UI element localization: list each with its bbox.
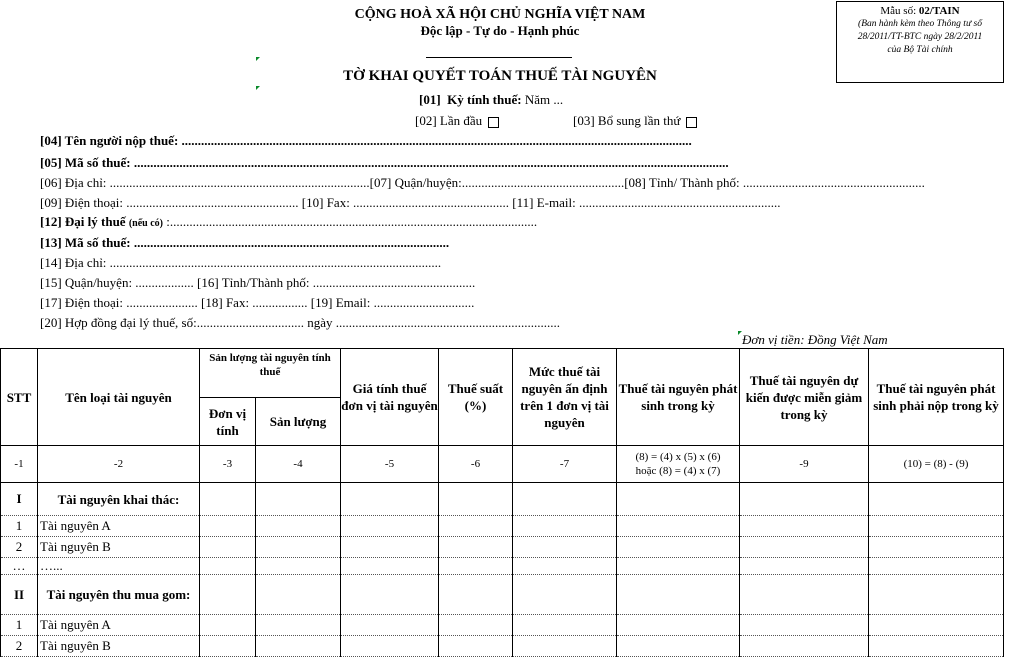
row-stt: I: [1, 483, 38, 516]
form-code-line3: của Bộ Tài chính: [887, 45, 953, 55]
col-index-formula-8: [617, 446, 740, 483]
table-row: [1, 636, 1004, 657]
page-title: TỜ KHAI QUYẾT TOÁN THUẾ TÀI NGUYÊN: [343, 68, 657, 84]
header-payable-tax: Thuế tài nguyên phát sinh phải nộp trong kỳ: [869, 349, 1004, 446]
value-cell[interactable]: [256, 483, 341, 516]
form-code-box: [836, 1, 1004, 83]
form-code-line1: (Ban hành kèm theo Thông tư số: [858, 19, 982, 29]
phone-fax-email-field[interactable]: [09] Điện thoại: ..................................................... [10] Fax: ................................................ [11] E-mail: ..............................................................: [40, 195, 781, 210]
value-cell[interactable]: [513, 483, 617, 516]
value-cell[interactable]: [869, 615, 1004, 636]
row-stt: …: [1, 558, 38, 575]
value-cell[interactable]: [341, 537, 439, 558]
value-cell[interactable]: [869, 537, 1004, 558]
header-price: Giá tính thuế đơn vị tài nguyên: [341, 349, 439, 446]
value-cell[interactable]: [869, 636, 1004, 657]
republic-heading: CỘNG HOÀ XÃ HỘI CHỦ NGHĨA VIỆT NAM: [354, 7, 646, 22]
row-resource-name[interactable]: Tài nguyên A: [38, 615, 200, 636]
tax-code-field[interactable]: [05] Mã số thuế: .......................................................................................................................................................................................: [40, 155, 729, 170]
value-cell[interactable]: [869, 575, 1004, 615]
column-index-row: [1, 446, 1004, 483]
row-resource-name[interactable]: Tài nguyên khai thác:: [38, 483, 200, 516]
header-exempt-tax: Thuế tài nguyên dự kiến được miễn giảm trong kỳ: [740, 349, 869, 446]
first-time-option[interactable]: [415, 113, 499, 129]
motto: Độc lập - Tự do - Hạnh phúc: [420, 23, 580, 38]
row-resource-name[interactable]: Tài nguyên B: [38, 636, 200, 657]
form-code-line2: 28/2011/TT-BTC ngày 28/2/2011: [857, 32, 983, 42]
table-row: [1, 516, 1004, 537]
value-cell[interactable]: [617, 516, 740, 537]
cell-comment-marker: [256, 57, 260, 61]
table-row: [1, 558, 1004, 575]
value-cell[interactable]: [740, 575, 869, 615]
col-index: -2: [38, 446, 200, 483]
motto-underline: [426, 57, 572, 58]
value-cell[interactable]: [513, 615, 617, 636]
value-cell[interactable]: [341, 483, 439, 516]
value-cell[interactable]: [341, 516, 439, 537]
form-code: 02/TAIN: [918, 5, 960, 17]
value-cell[interactable]: [869, 558, 1004, 575]
table-row: [1, 537, 1004, 558]
value-cell[interactable]: [513, 558, 617, 575]
header-arising-tax: Thuế tài nguyên phát sinh trong kỳ: [617, 349, 740, 446]
agent-tax-code-field[interactable]: [13] Mã số thuế: .................................................................................................: [40, 235, 450, 250]
value-cell[interactable]: [439, 537, 513, 558]
value-cell[interactable]: [341, 615, 439, 636]
row-resource-name[interactable]: Tài nguyên B: [38, 537, 200, 558]
value-cell[interactable]: [740, 558, 869, 575]
value-cell[interactable]: [740, 483, 869, 516]
col-index: -6: [439, 446, 513, 483]
tax-agent-label: [12] Đại lý thuế: [40, 214, 129, 229]
row-resource-name[interactable]: …...: [38, 558, 200, 575]
value-cell[interactable]: [200, 537, 256, 558]
value-cell[interactable]: [513, 636, 617, 657]
value-cell[interactable]: [439, 483, 513, 516]
currency-note: Đơn vị tiền: Đồng Việt Nam: [742, 332, 888, 347]
header-rate: Thuế suất (%): [439, 349, 513, 446]
value-cell[interactable]: [439, 575, 513, 615]
agent-district-field[interactable]: [15] Quận/huyện: .................. [16] Tỉnh/Thành phố: ..................................................: [40, 275, 476, 290]
tax-agent-dots: :.................................................................................................................: [163, 214, 538, 229]
row-resource-name[interactable]: Tài nguyên thu mua gom:: [38, 575, 200, 615]
value-cell[interactable]: [439, 615, 513, 636]
value-cell[interactable]: [256, 615, 341, 636]
header-output: Sản lượng: [256, 398, 341, 446]
tax-period-value[interactable]: Năm ...: [524, 92, 564, 107]
value-cell[interactable]: [617, 575, 740, 615]
value-cell[interactable]: [341, 636, 439, 657]
value-cell[interactable]: [256, 636, 341, 657]
value-cell[interactable]: [617, 636, 740, 657]
tax-period-code: [01]: [419, 92, 441, 107]
value-cell[interactable]: [439, 636, 513, 657]
value-cell[interactable]: [256, 575, 341, 615]
tax-period: [419, 92, 563, 108]
cell-comment-marker: [256, 86, 260, 90]
form-code-label: Mẫu số:: [880, 5, 919, 17]
value-cell[interactable]: [740, 615, 869, 636]
value-cell[interactable]: [740, 636, 869, 657]
value-cell[interactable]: [200, 483, 256, 516]
taxpayer-name-field[interactable]: [04] Tên người nộp thuế: .............................................................................................................................................................: [40, 133, 692, 148]
supplement-checkbox[interactable]: [686, 117, 697, 128]
col-index: -9: [740, 446, 869, 483]
tax-period-label: Kỳ tính thuế:: [447, 92, 522, 107]
agent-contract-field[interactable]: [20] Hợp đồng đại lý thuế, số:................................. ngày .....................................................................: [40, 315, 560, 330]
value-cell[interactable]: [513, 575, 617, 615]
col-index: -3: [200, 446, 256, 483]
value-cell[interactable]: [617, 483, 740, 516]
col-index: -7: [513, 446, 617, 483]
value-cell[interactable]: [341, 575, 439, 615]
value-cell[interactable]: [200, 615, 256, 636]
row-stt: 2: [1, 537, 38, 558]
value-cell[interactable]: [200, 575, 256, 615]
formula-8a: (8) = (4) x (5) x (6): [635, 451, 721, 463]
row-stt: 1: [1, 615, 38, 636]
value-cell[interactable]: [439, 558, 513, 575]
agent-contact-field[interactable]: [17] Điện thoại: ...................... [18] Fax: ................. [19] Email: ...............................: [40, 295, 475, 310]
value-cell[interactable]: [617, 537, 740, 558]
header-output-group: Sản lượng tài nguyên tính thuế: [200, 349, 341, 398]
value-cell[interactable]: [869, 516, 1004, 537]
value-cell[interactable]: [617, 615, 740, 636]
col-index: -5: [341, 446, 439, 483]
formula-8b: hoặc (8) = (4) x (7): [635, 465, 721, 477]
header-resource-name: Tên loại tài nguyên: [38, 349, 200, 446]
header-unit: Đơn vị tính: [200, 398, 256, 446]
value-cell[interactable]: [439, 516, 513, 537]
value-cell[interactable]: [200, 516, 256, 537]
section-row: [1, 575, 1004, 615]
row-stt: 2: [1, 636, 38, 657]
row-stt: 1: [1, 516, 38, 537]
col-index: -1: [1, 446, 38, 483]
agent-address-field[interactable]: [14] Địa chỉ: ......................................................................................................: [40, 255, 442, 270]
supplement-label: [03] Bổ sung lần thứ: [573, 113, 681, 128]
first-time-label: [02] Lần đầu: [415, 113, 483, 128]
col-index: -4: [256, 446, 341, 483]
col-index: (10) = (8) - (9): [869, 446, 1004, 483]
value-cell[interactable]: [256, 516, 341, 537]
value-cell[interactable]: [869, 483, 1004, 516]
value-cell[interactable]: [513, 537, 617, 558]
header-stt: STT: [1, 349, 38, 446]
value-cell[interactable]: [740, 516, 869, 537]
row-stt: II: [1, 575, 38, 615]
supplement-option[interactable]: [573, 113, 697, 129]
first-time-checkbox[interactable]: [488, 117, 499, 128]
table-row: [1, 615, 1004, 636]
value-cell[interactable]: [740, 537, 869, 558]
value-cell[interactable]: [513, 516, 617, 537]
header-fixed-tax: Mức thuế tài nguyên ấn định trên 1 đơn vị tài nguyên: [513, 349, 617, 446]
tax-agent-note: (nếu có): [128, 218, 164, 229]
row-resource-name[interactable]: Tài nguyên A: [38, 516, 200, 537]
value-cell[interactable]: [200, 558, 256, 575]
tax-agent-field[interactable]: [40, 214, 537, 230]
value-cell[interactable]: [341, 558, 439, 575]
resource-tax-table: [0, 348, 1004, 657]
section-row: [1, 483, 1004, 516]
value-cell[interactable]: [256, 558, 341, 575]
address-field[interactable]: [06] Địa chỉ: ................................................................................[07] Quận/huyện:..................................................[08] Tỉnh/ Thành phố: ........................................................: [40, 175, 925, 190]
value-cell[interactable]: [617, 558, 740, 575]
value-cell[interactable]: [200, 636, 256, 657]
value-cell[interactable]: [256, 537, 341, 558]
